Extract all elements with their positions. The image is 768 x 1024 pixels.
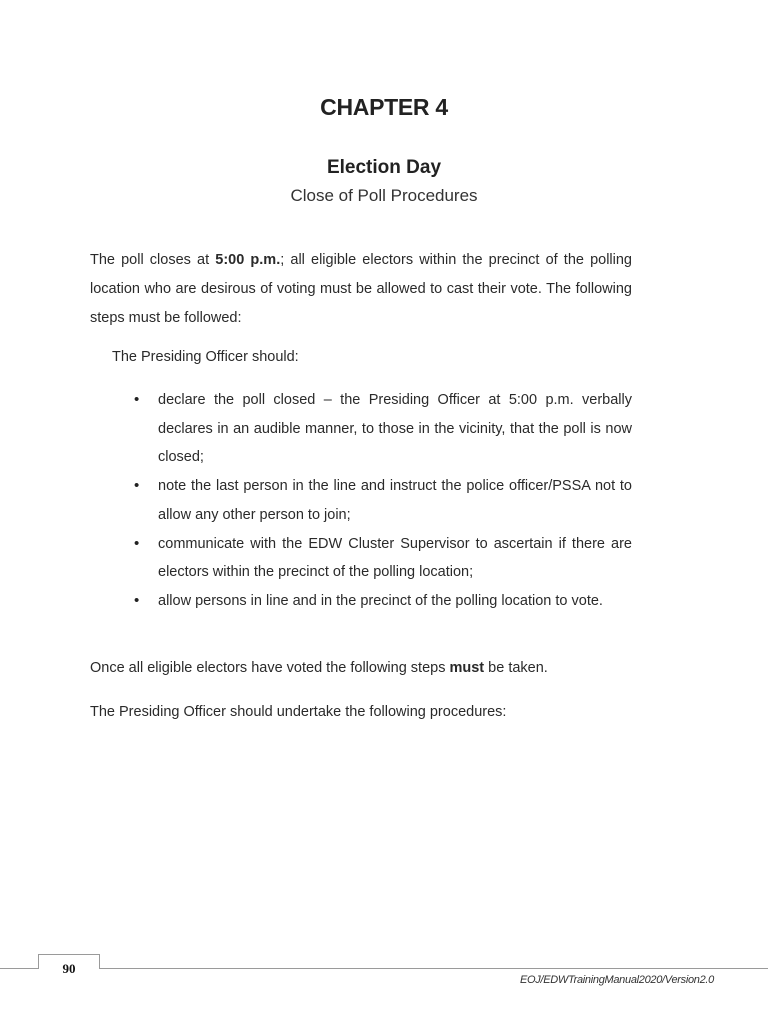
after-voting-text-start: Once all eligible electors have voted the following steps: [90, 660, 450, 676]
presiding-officer-intro: The Presiding Officer should:: [112, 349, 299, 365]
intro-text-end: ; all eligible electors within the precinct of the polling location who are desirous of voting must be allowed to cast their vote. The following steps must be followed:: [90, 252, 632, 326]
section-title: Election Day: [326, 157, 442, 178]
section-subtitle: Close of Poll Procedures: [290, 186, 478, 205]
closing-steps-list: [158, 386, 632, 616]
after-voting-paragraph: [90, 656, 632, 680]
page-number: 90: [62, 961, 76, 976]
chapter-heading: CHAPTER 4: [320, 94, 448, 120]
procedures-intro: The Presiding Officer should undertake the following procedures:: [90, 704, 507, 720]
closing-time: 5:00 p.m.: [215, 252, 281, 268]
list-item: • declare the poll closed – the Presiding Officer at 5:00 p.m. verbally declares in an audible manner, to those in the vicinity, that the poll is now closed;: [158, 386, 632, 472]
after-voting-text-end: be taken.: [484, 660, 548, 676]
footer-reference: EOJ/EDWTrainingManual2020/Version2.0: [519, 974, 714, 986]
list-item: • note the last person in the line and instruct the police officer/PSSA not to allow any other person to join;: [158, 472, 632, 529]
must-emphasis: must: [449, 660, 485, 676]
list-item: • communicate with the EDW Cluster Supervisor to ascertain if there are electors within the precinct of the polling location;: [158, 530, 632, 587]
list-item: • allow persons in line and in the precinct of the polling location to vote.: [158, 587, 632, 616]
intro-text-start: The poll closes at: [90, 252, 216, 268]
intro-paragraph: [90, 246, 632, 333]
footer-divider: [0, 968, 768, 969]
